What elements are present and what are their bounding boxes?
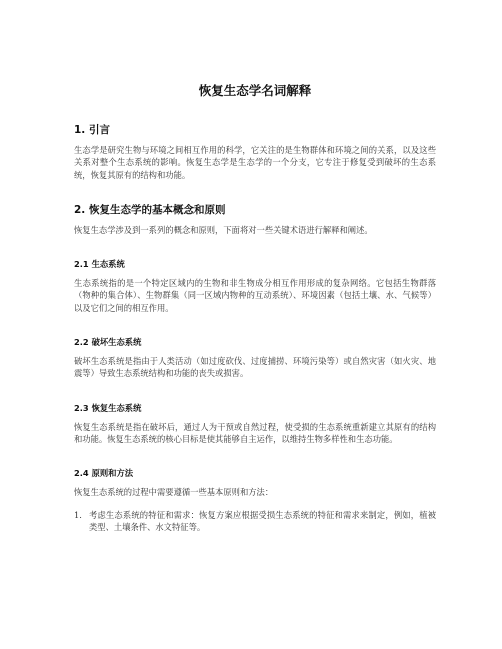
list-item-text: 考虑生态系统的特征和需求：恢复方案应根据受损生态系统的特征和需求来制定，例如，植被类型、土壤条件、水文特征等。: [89, 509, 436, 532]
subsection-heading: 2.4 原则和方法: [74, 468, 134, 479]
document-title: 恢复生态学名词解释: [198, 83, 312, 98]
subsection-paragraph: 生态系统指的是一个特定区域内的生物和非生物成分相互作用形成的复杂网络。它包括生物群落（物种的集合体）、生物群集（同一区域内物种的互动系统）、环境因素（包括土壤、水、气候等）以及它们之间的相互作用。: [74, 278, 436, 313]
section-paragraph: 生态学是研究生物与环境之间相互作用的科学，它关注的是生物群体和环境之间的关系，以及这些关系对整个生态系统的影响。恢复生态学是生态学的一个分支，它专注于修复受到破坏的生态系统，恢复其原有的结构和功能。: [74, 145, 436, 180]
subsection-damaged-ecosystem: [74, 336, 436, 380]
subsection-heading: 2.3 恢复生态系统: [74, 402, 142, 413]
subsection-principles-methods: [74, 467, 436, 533]
subsection-paragraph: 恢复生态系统是指在破坏后，通过人为干预或自然过程，使受损的生态系统重新建立其原有的结构和功能。恢复生态系统的核心目标是使其能够自主运作，以维持生物多样性和生态功能。: [74, 421, 436, 444]
principles-list: [74, 509, 436, 534]
document-content: [74, 83, 436, 533]
list-item-number: 1.: [74, 509, 82, 520]
subsection-paragraph: 恢复生态系统的过程中需要遵循一些基本原则和方法：: [74, 487, 274, 498]
subsection-heading: 2.2 破坏生态系统: [74, 337, 142, 348]
subsection-heading: 2.1 生态系统: [74, 259, 125, 270]
section-concepts-principles: [74, 203, 436, 236]
subsection-restored-ecosystem: [74, 402, 436, 446]
section-introduction: [74, 123, 436, 181]
subsection-ecosystem: [74, 258, 436, 314]
section-heading: 1. 引言: [74, 124, 110, 136]
section-heading: 2. 恢复生态学的基本概念和原则: [74, 203, 226, 216]
list-item: [74, 509, 436, 534]
section-paragraph: 恢复生态学涉及到一系列的概念和原则，下面将对一些关键术语进行解释和阐述。: [74, 224, 373, 235]
subsection-paragraph: 破坏生态系统是指由于人类活动（如过度砍伐、过度捕捞、环境污染等）或自然灾害（如火灾、地震等）导致生态系统结构和功能的丧失或损害。: [74, 356, 436, 379]
